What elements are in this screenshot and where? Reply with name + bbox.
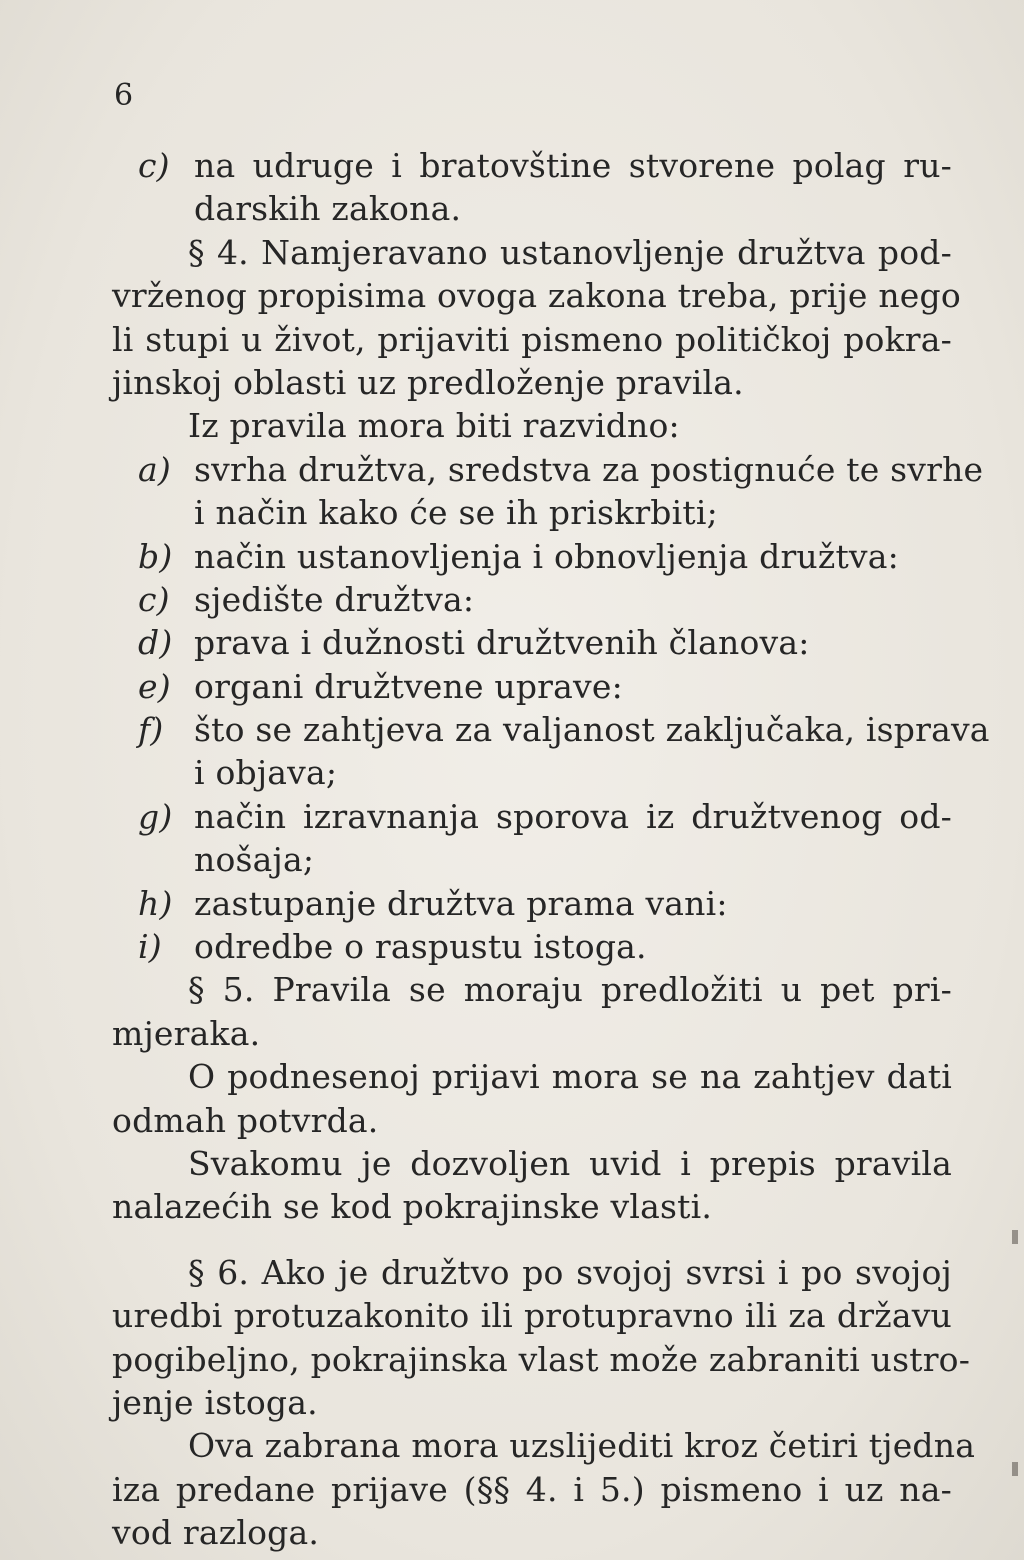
line-text: pogibeljno, pokrajinska vlast može zabraniti ustro- — [112, 1339, 971, 1379]
page-number: 6 — [114, 78, 134, 113]
line-text: vrženog propisima ovoga zakona treba, prije nego — [112, 276, 961, 316]
line-text: darskih zakona. — [194, 189, 462, 229]
text-line — [112, 665, 952, 708]
line-text: organi družtvene uprave: — [194, 666, 623, 706]
text-line — [112, 925, 952, 968]
text-line — [112, 231, 952, 274]
margin-mark — [1012, 1462, 1018, 1476]
text-line — [112, 187, 952, 230]
text-line — [112, 144, 952, 187]
text-line — [112, 1381, 952, 1424]
text-line — [112, 1294, 952, 1337]
list-item-label: b) — [138, 536, 173, 576]
text-line — [112, 1511, 952, 1554]
line-text: odmah potvrda. — [112, 1100, 379, 1140]
text-line — [112, 621, 952, 664]
text-line — [112, 795, 952, 838]
list-item-label: g) — [138, 796, 173, 836]
line-text: vod razloga. — [112, 1513, 320, 1553]
line-text: jenje istoga. — [112, 1382, 318, 1422]
body-text — [112, 144, 990, 1555]
line-text: zastupanje družtva prama vani: — [194, 883, 728, 923]
line-text: iza predane prijave (§§ 4. i 5.) pismeno i uz na- — [112, 1469, 952, 1509]
line-text: svrha družtva, sredstva za postignuće te svrhe — [194, 449, 984, 489]
line-text: § 5. Pravila se moraju predložiti u pet pri- — [188, 970, 952, 1010]
paragraph-gap — [112, 1229, 952, 1251]
text-line — [112, 1012, 952, 1055]
text-line — [112, 1099, 952, 1142]
text-line — [112, 838, 952, 881]
list-item-label: c) — [138, 146, 170, 185]
text-line — [112, 361, 952, 404]
line-text: Iz pravila mora biti razvidno: — [188, 406, 680, 446]
list-item-label: f) — [138, 710, 164, 750]
line-text: način izravnanja sporova iz družtvenog od- — [194, 796, 952, 836]
text-line — [112, 274, 961, 317]
line-text: na udruge i bratovštine stvorene polag ru- — [194, 146, 952, 185]
list-item-label: h) — [138, 883, 173, 923]
text-line — [112, 1424, 976, 1467]
text-line — [112, 448, 984, 491]
line-text: što se zahtjeva za valjanost zaključaka, isprava — [194, 710, 990, 750]
text-line — [112, 1142, 952, 1185]
text-line — [112, 1338, 971, 1381]
line-text: jinskoj oblasti uz predloženje pravila. — [112, 362, 744, 402]
list-item-label: e) — [138, 666, 171, 706]
text-line — [112, 578, 952, 621]
list-item-label: d) — [138, 623, 173, 663]
text-line — [112, 751, 952, 794]
line-text: i objava; — [194, 753, 338, 793]
line-text: sjedište družtva: — [194, 579, 475, 619]
line-text: uredbi protuzakonito ili protupravno ili za državu — [112, 1296, 952, 1336]
line-text: nošaja; — [194, 840, 315, 880]
list-item-label: a) — [138, 449, 171, 489]
line-text: i način kako će se ih priskrbiti; — [194, 493, 718, 533]
line-text: mjeraka. — [112, 1013, 261, 1053]
line-text: nalazećih se kod pokrajinske vlasti. — [112, 1187, 713, 1227]
text-line — [112, 882, 952, 925]
text-line — [112, 404, 952, 447]
line-text: Ova zabrana mora uzslijediti kroz četiri tjedna — [188, 1426, 976, 1466]
line-text: prava i dužnosti družtvenih članova: — [194, 623, 810, 663]
text-line — [112, 318, 952, 361]
line-text: § 4. Namjeravano ustanovljenje družtva pod- — [188, 232, 952, 272]
list-item-label: c) — [138, 579, 170, 619]
text-line — [112, 1251, 952, 1294]
line-text: način ustanovljenja i obnovljenja družtva: — [194, 536, 899, 576]
text-line — [112, 535, 952, 578]
line-text: O podnesenoj prijavi mora se na zahtjev dati — [188, 1057, 952, 1097]
list-item-label: i) — [138, 927, 162, 967]
text-line — [112, 1185, 952, 1228]
line-text: Svakomu je dozvoljen uvid i prepis pravila — [188, 1143, 952, 1183]
line-text: odredbe o raspustu istoga. — [194, 927, 647, 967]
text-line — [112, 491, 952, 534]
text-line — [112, 1055, 952, 1098]
line-text: li stupi u život, prijaviti pismeno političkoj pokra- — [112, 319, 952, 359]
margin-mark — [1012, 1230, 1018, 1244]
text-line — [112, 968, 952, 1011]
text-line — [112, 708, 990, 751]
text-line — [112, 1468, 952, 1511]
line-text: § 6. Ako je družtvo po svojoj svrsi i po svojoj — [188, 1252, 952, 1292]
